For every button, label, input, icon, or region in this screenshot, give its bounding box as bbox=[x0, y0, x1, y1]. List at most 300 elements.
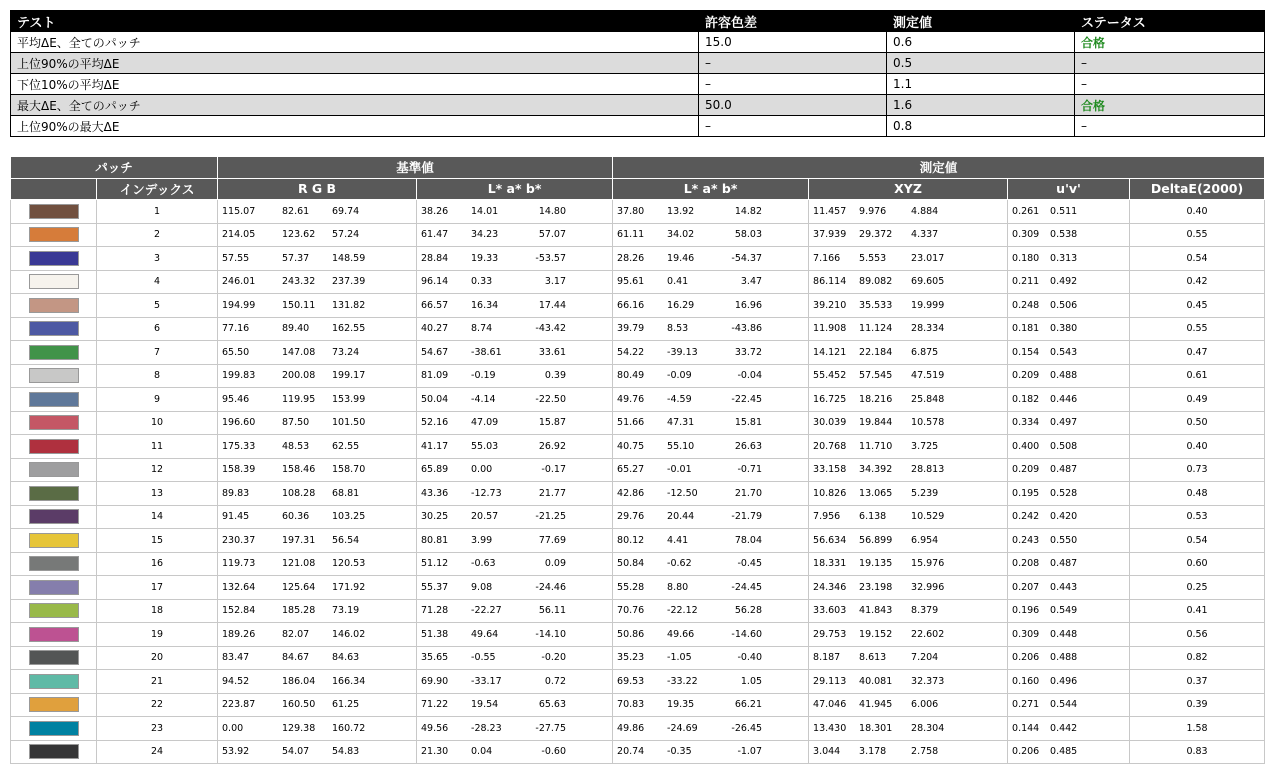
ref-lab-cell bbox=[417, 200, 613, 224]
delta-e-value: 0.50 bbox=[1130, 411, 1265, 435]
uv-value: 0.550 bbox=[1050, 534, 1078, 546]
xyz-value: 28.334 bbox=[911, 323, 945, 335]
ref-lab-cell bbox=[417, 646, 613, 670]
color-swatch bbox=[29, 462, 79, 477]
ref-lab-value: -28.23 bbox=[471, 722, 502, 734]
rgb-value: 57.24 bbox=[332, 229, 360, 241]
rgb-value: 199.17 bbox=[332, 370, 366, 382]
uv-value: 0.160 bbox=[1012, 675, 1040, 687]
xyz-value: 6.875 bbox=[911, 346, 939, 358]
summary-measured-cell: 0.8 bbox=[887, 116, 1075, 137]
xyz-value: 13.065 bbox=[859, 487, 893, 499]
ref-lab-value: 33.61 bbox=[538, 346, 567, 358]
meas-lab-value: 65.27 bbox=[617, 464, 645, 476]
uv-cell bbox=[1008, 529, 1130, 553]
delta-e-value: 1.58 bbox=[1130, 717, 1265, 741]
ref-lab-value: 51.12 bbox=[421, 558, 449, 570]
rgb-value: 147.08 bbox=[282, 346, 316, 358]
swatch-cell bbox=[11, 458, 97, 482]
uv-value: 0.544 bbox=[1050, 699, 1078, 711]
delta-e-value: 0.55 bbox=[1130, 317, 1265, 341]
ref-lab-value: 81.09 bbox=[421, 370, 449, 382]
color-swatch bbox=[29, 227, 79, 242]
meas-lab-value: 19.35 bbox=[667, 699, 695, 711]
uv-value: 0.549 bbox=[1050, 605, 1078, 617]
patch-index: 6 bbox=[97, 317, 218, 341]
xyz-value: 47.519 bbox=[911, 370, 945, 382]
ref-lab-cell bbox=[417, 529, 613, 553]
ref-lab-cell bbox=[417, 482, 613, 506]
summary-row bbox=[11, 74, 1265, 95]
patch-index: 3 bbox=[97, 247, 218, 271]
swatch-cell bbox=[11, 482, 97, 506]
color-swatch bbox=[29, 650, 79, 665]
ref-lab-value: -22.50 bbox=[535, 393, 567, 405]
swatch-cell bbox=[11, 693, 97, 717]
col-header-ref-lab: L* a* b* bbox=[417, 178, 613, 200]
ref-lab-value: 52.16 bbox=[421, 417, 449, 429]
swatch-cell bbox=[11, 411, 97, 435]
patch-col-header-row bbox=[11, 178, 1265, 200]
xyz-value: 2.758 bbox=[911, 746, 939, 758]
meas-lab-value: 16.29 bbox=[667, 299, 695, 311]
ref-lab-cell bbox=[417, 670, 613, 694]
ref-lab-value: 14.80 bbox=[538, 205, 567, 217]
uv-value: 0.309 bbox=[1012, 229, 1040, 241]
uv-cell bbox=[1008, 294, 1130, 318]
xyz-value: 3.178 bbox=[859, 746, 887, 758]
meas-lab-value: 19.46 bbox=[667, 252, 695, 264]
uv-cell bbox=[1008, 482, 1130, 506]
meas-lab-cell bbox=[613, 341, 809, 365]
uv-cell bbox=[1008, 670, 1130, 694]
patch-row bbox=[11, 388, 1265, 412]
meas-lab-value: 70.83 bbox=[617, 699, 645, 711]
rgb-cell bbox=[218, 529, 417, 553]
swatch-cell bbox=[11, 646, 97, 670]
patch-index: 17 bbox=[97, 576, 218, 600]
xyz-value: 19.152 bbox=[859, 628, 893, 640]
xyz-cell bbox=[809, 529, 1008, 553]
meas-lab-value: 15.81 bbox=[734, 417, 763, 429]
ref-lab-value: 41.17 bbox=[421, 440, 449, 452]
color-swatch bbox=[29, 204, 79, 219]
xyz-value: 56.899 bbox=[859, 534, 893, 546]
ref-lab-value: 54.67 bbox=[421, 346, 449, 358]
ref-lab-value: 35.65 bbox=[421, 652, 449, 664]
uv-value: 0.180 bbox=[1012, 252, 1040, 264]
uv-value: 0.508 bbox=[1050, 440, 1078, 452]
patch-index: 20 bbox=[97, 646, 218, 670]
uv-value: 0.248 bbox=[1012, 299, 1040, 311]
color-swatch bbox=[29, 321, 79, 336]
meas-lab-value: 78.04 bbox=[734, 534, 763, 546]
xyz-value: 23.017 bbox=[911, 252, 945, 264]
summary-test-cell: 下位10%の平均ΔE bbox=[11, 74, 699, 95]
rgb-value: 119.95 bbox=[282, 393, 316, 405]
xyz-value: 37.939 bbox=[813, 229, 847, 241]
ref-lab-value: 51.38 bbox=[421, 628, 449, 640]
meas-lab-cell bbox=[613, 270, 809, 294]
rgb-cell bbox=[218, 623, 417, 647]
rgb-value: 57.55 bbox=[222, 252, 250, 264]
ref-lab-value: 34.23 bbox=[471, 229, 499, 241]
ref-lab-value: 0.04 bbox=[471, 746, 493, 758]
uv-cell bbox=[1008, 364, 1130, 388]
uv-value: 0.206 bbox=[1012, 652, 1040, 664]
meas-lab-value: 49.76 bbox=[617, 393, 645, 405]
xyz-value: 55.452 bbox=[813, 370, 847, 382]
meas-lab-value: 4.41 bbox=[667, 534, 689, 546]
uv-value: 0.144 bbox=[1012, 722, 1040, 734]
delta-e-value: 0.83 bbox=[1130, 740, 1265, 764]
patch-index: 2 bbox=[97, 223, 218, 247]
rgb-value: 123.62 bbox=[282, 229, 316, 241]
uv-cell bbox=[1008, 223, 1130, 247]
rgb-value: 82.07 bbox=[282, 628, 310, 640]
delta-e-value: 0.48 bbox=[1130, 482, 1265, 506]
ref-lab-value: 16.34 bbox=[471, 299, 499, 311]
ref-lab-cell bbox=[417, 294, 613, 318]
xyz-value: 7.166 bbox=[813, 252, 841, 264]
ref-lab-value: 19.54 bbox=[471, 699, 499, 711]
meas-lab-value: -22.45 bbox=[731, 393, 763, 405]
rgb-cell bbox=[218, 552, 417, 576]
rgb-cell bbox=[218, 505, 417, 529]
patch-index: 7 bbox=[97, 341, 218, 365]
meas-lab-value: 61.11 bbox=[617, 229, 645, 241]
xyz-value: 57.545 bbox=[859, 370, 893, 382]
rgb-value: 185.28 bbox=[282, 605, 316, 617]
ref-lab-value: 55.37 bbox=[421, 581, 449, 593]
rgb-cell bbox=[218, 458, 417, 482]
patch-index: 24 bbox=[97, 740, 218, 764]
xyz-value: 39.210 bbox=[813, 299, 847, 311]
patch-group-header-row bbox=[11, 157, 1265, 179]
meas-lab-value: 49.66 bbox=[667, 628, 695, 640]
patch-index: 23 bbox=[97, 717, 218, 741]
meas-lab-value: -1.05 bbox=[667, 652, 692, 664]
col-header-xyz: XYZ bbox=[809, 178, 1008, 200]
meas-lab-cell bbox=[613, 599, 809, 623]
uv-value: 0.485 bbox=[1050, 746, 1078, 758]
ref-lab-cell bbox=[417, 552, 613, 576]
xyz-value: 16.725 bbox=[813, 393, 847, 405]
xyz-cell bbox=[809, 270, 1008, 294]
ref-lab-value: 28.84 bbox=[421, 252, 449, 264]
color-swatch bbox=[29, 556, 79, 571]
rgb-value: 199.83 bbox=[222, 370, 256, 382]
xyz-value: 22.184 bbox=[859, 346, 893, 358]
rgb-value: 160.72 bbox=[332, 722, 366, 734]
uv-cell bbox=[1008, 576, 1130, 600]
rgb-value: 0.00 bbox=[222, 722, 244, 734]
patch-index: 11 bbox=[97, 435, 218, 459]
patch-index: 1 bbox=[97, 200, 218, 224]
summary-table bbox=[10, 10, 1265, 137]
xyz-cell bbox=[809, 247, 1008, 271]
meas-lab-cell bbox=[613, 740, 809, 764]
ref-lab-value: -27.75 bbox=[535, 722, 567, 734]
rgb-value: 150.11 bbox=[282, 299, 316, 311]
ref-lab-value: -53.57 bbox=[535, 252, 567, 264]
rgb-value: 121.08 bbox=[282, 558, 316, 570]
ref-lab-value: 14.01 bbox=[471, 205, 499, 217]
xyz-value: 13.430 bbox=[813, 722, 847, 734]
ref-lab-value: 19.33 bbox=[471, 252, 499, 264]
patch-index: 9 bbox=[97, 388, 218, 412]
uv-cell bbox=[1008, 388, 1130, 412]
color-swatch bbox=[29, 345, 79, 360]
delta-e-value: 0.39 bbox=[1130, 693, 1265, 717]
color-swatch bbox=[29, 274, 79, 289]
meas-lab-value: -0.71 bbox=[737, 464, 763, 476]
swatch-cell bbox=[11, 717, 97, 741]
rgb-value: 120.53 bbox=[332, 558, 366, 570]
meas-lab-cell bbox=[613, 693, 809, 717]
meas-lab-cell bbox=[613, 576, 809, 600]
rgb-cell bbox=[218, 599, 417, 623]
delta-e-value: 0.25 bbox=[1130, 576, 1265, 600]
xyz-cell bbox=[809, 435, 1008, 459]
rgb-value: 158.70 bbox=[332, 464, 366, 476]
meas-lab-value: -24.45 bbox=[731, 581, 763, 593]
uv-value: 0.261 bbox=[1012, 205, 1040, 217]
rgb-value: 89.83 bbox=[222, 487, 250, 499]
meas-lab-value: -43.86 bbox=[731, 323, 763, 335]
rgb-value: 69.74 bbox=[332, 205, 360, 217]
uv-value: 0.309 bbox=[1012, 628, 1040, 640]
meas-lab-value: -0.45 bbox=[737, 558, 763, 570]
meas-lab-value: -24.69 bbox=[667, 722, 698, 734]
ref-lab-value: 69.90 bbox=[421, 675, 449, 687]
uv-value: 0.506 bbox=[1050, 299, 1078, 311]
xyz-value: 6.954 bbox=[911, 534, 939, 546]
meas-lab-cell bbox=[613, 247, 809, 271]
ref-lab-value: -12.73 bbox=[471, 487, 502, 499]
rgb-value: 83.47 bbox=[222, 652, 250, 664]
delta-e-value: 0.54 bbox=[1130, 529, 1265, 553]
patch-row bbox=[11, 482, 1265, 506]
meas-lab-value: 20.74 bbox=[617, 746, 645, 758]
rgb-value: 115.07 bbox=[222, 205, 256, 217]
xyz-value: 47.046 bbox=[813, 699, 847, 711]
rgb-value: 171.92 bbox=[332, 581, 366, 593]
rgb-value: 57.37 bbox=[282, 252, 310, 264]
ref-lab-value: 15.87 bbox=[538, 417, 567, 429]
rgb-value: 65.50 bbox=[222, 346, 250, 358]
rgb-value: 223.87 bbox=[222, 699, 256, 711]
ref-lab-cell bbox=[417, 341, 613, 365]
xyz-cell bbox=[809, 388, 1008, 412]
ref-lab-value: -33.17 bbox=[471, 675, 502, 687]
uv-value: 0.442 bbox=[1050, 722, 1078, 734]
ref-lab-cell bbox=[417, 599, 613, 623]
xyz-value: 33.603 bbox=[813, 605, 847, 617]
xyz-cell bbox=[809, 294, 1008, 318]
rgb-value: 186.04 bbox=[282, 675, 316, 687]
meas-lab-value: -39.13 bbox=[667, 346, 698, 358]
xyz-value: 35.533 bbox=[859, 299, 893, 311]
uv-value: 0.211 bbox=[1012, 276, 1040, 288]
rgb-cell bbox=[218, 670, 417, 694]
uv-value: 0.208 bbox=[1012, 558, 1040, 570]
ref-lab-value: 0.72 bbox=[544, 675, 567, 687]
ref-lab-value: 47.09 bbox=[471, 417, 499, 429]
summary-tolerance-cell: – bbox=[699, 116, 887, 137]
uv-cell bbox=[1008, 247, 1130, 271]
xyz-value: 24.346 bbox=[813, 581, 847, 593]
xyz-value: 56.634 bbox=[813, 534, 847, 546]
uv-value: 0.420 bbox=[1050, 511, 1078, 523]
xyz-value: 8.613 bbox=[859, 652, 887, 664]
meas-lab-value: 14.82 bbox=[734, 205, 763, 217]
summary-test-cell: 上位90%の平均ΔE bbox=[11, 53, 699, 74]
meas-lab-value: 69.53 bbox=[617, 675, 645, 687]
xyz-value: 14.121 bbox=[813, 346, 847, 358]
ref-lab-value: 0.09 bbox=[544, 558, 567, 570]
xyz-value: 5.553 bbox=[859, 252, 887, 264]
rgb-value: 196.60 bbox=[222, 417, 256, 429]
swatch-cell bbox=[11, 529, 97, 553]
uv-value: 0.209 bbox=[1012, 370, 1040, 382]
patch-row bbox=[11, 435, 1265, 459]
rgb-value: 246.01 bbox=[222, 276, 256, 288]
ref-lab-value: 50.04 bbox=[421, 393, 449, 405]
rgb-cell bbox=[218, 411, 417, 435]
ref-lab-value: 40.27 bbox=[421, 323, 449, 335]
patch-row bbox=[11, 294, 1265, 318]
meas-lab-value: 42.86 bbox=[617, 487, 645, 499]
xyz-value: 25.848 bbox=[911, 393, 945, 405]
uv-cell bbox=[1008, 341, 1130, 365]
swatch-cell bbox=[11, 270, 97, 294]
swatch-cell bbox=[11, 247, 97, 271]
xyz-value: 30.039 bbox=[813, 417, 847, 429]
color-swatch bbox=[29, 721, 79, 736]
swatch-cell bbox=[11, 740, 97, 764]
patch-index: 21 bbox=[97, 670, 218, 694]
rgb-cell bbox=[218, 693, 417, 717]
xyz-cell bbox=[809, 740, 1008, 764]
meas-lab-value: -0.04 bbox=[737, 370, 763, 382]
meas-lab-value: -0.09 bbox=[667, 370, 692, 382]
xyz-cell bbox=[809, 458, 1008, 482]
patch-row bbox=[11, 341, 1265, 365]
xyz-value: 19.999 bbox=[911, 299, 945, 311]
delta-e-value: 0.40 bbox=[1130, 200, 1265, 224]
rgb-value: 53.92 bbox=[222, 746, 250, 758]
swatch-cell bbox=[11, 599, 97, 623]
rgb-value: 162.55 bbox=[332, 323, 366, 335]
rgb-value: 189.26 bbox=[222, 628, 256, 640]
meas-lab-cell bbox=[613, 623, 809, 647]
uv-value: 0.206 bbox=[1012, 746, 1040, 758]
patch-index: 10 bbox=[97, 411, 218, 435]
swatch-cell bbox=[11, 505, 97, 529]
header-measured: 測定値 bbox=[887, 11, 1075, 32]
rgb-value: 160.50 bbox=[282, 699, 316, 711]
delta-e-value: 0.42 bbox=[1130, 270, 1265, 294]
ref-lab-value: 21.77 bbox=[538, 487, 567, 499]
patch-index: 15 bbox=[97, 529, 218, 553]
meas-lab-value: 51.66 bbox=[617, 417, 645, 429]
ref-lab-value: -38.61 bbox=[471, 346, 502, 358]
rgb-value: 214.05 bbox=[222, 229, 256, 241]
rgb-value: 243.32 bbox=[282, 276, 316, 288]
rgb-value: 56.54 bbox=[332, 534, 360, 546]
meas-lab-value: -1.07 bbox=[737, 746, 763, 758]
meas-lab-value: 33.72 bbox=[734, 346, 763, 358]
xyz-value: 18.301 bbox=[859, 722, 893, 734]
ref-lab-value: -0.19 bbox=[471, 370, 496, 382]
meas-lab-value: 26.63 bbox=[734, 440, 763, 452]
uv-value: 0.242 bbox=[1012, 511, 1040, 523]
ref-lab-value: -21.25 bbox=[535, 511, 567, 523]
meas-lab-value: -26.45 bbox=[731, 722, 763, 734]
ref-lab-cell bbox=[417, 388, 613, 412]
rgb-value: 48.53 bbox=[282, 440, 310, 452]
xyz-value: 22.602 bbox=[911, 628, 945, 640]
summary-tolerance-cell: 15.0 bbox=[699, 32, 887, 53]
xyz-value: 34.392 bbox=[859, 464, 893, 476]
rgb-cell bbox=[218, 435, 417, 459]
color-swatch bbox=[29, 533, 79, 548]
uv-cell bbox=[1008, 646, 1130, 670]
rgb-value: 82.61 bbox=[282, 205, 310, 217]
xyz-value: 11.124 bbox=[859, 323, 893, 335]
rgb-cell bbox=[218, 200, 417, 224]
delta-e-value: 0.40 bbox=[1130, 435, 1265, 459]
swatch-cell bbox=[11, 388, 97, 412]
uv-value: 0.334 bbox=[1012, 417, 1040, 429]
patch-row bbox=[11, 200, 1265, 224]
meas-lab-value: 16.96 bbox=[734, 299, 763, 311]
xyz-value: 41.843 bbox=[859, 605, 893, 617]
uv-value: 0.195 bbox=[1012, 487, 1040, 499]
ref-lab-value: 56.11 bbox=[538, 605, 567, 617]
delta-e-value: 0.41 bbox=[1130, 599, 1265, 623]
uv-value: 0.380 bbox=[1050, 323, 1078, 335]
meas-lab-cell bbox=[613, 717, 809, 741]
uv-value: 0.488 bbox=[1050, 652, 1078, 664]
rgb-value: 103.25 bbox=[332, 511, 366, 523]
rgb-value: 95.46 bbox=[222, 393, 250, 405]
xyz-value: 11.908 bbox=[813, 323, 847, 335]
uv-value: 0.446 bbox=[1050, 393, 1078, 405]
meas-lab-value: 58.03 bbox=[734, 229, 763, 241]
swatch-cell bbox=[11, 670, 97, 694]
meas-lab-value: 28.26 bbox=[617, 252, 645, 264]
rgb-cell bbox=[218, 646, 417, 670]
patch-row bbox=[11, 693, 1265, 717]
patch-row bbox=[11, 529, 1265, 553]
meas-lab-cell bbox=[613, 505, 809, 529]
summary-tolerance-cell: – bbox=[699, 53, 887, 74]
meas-lab-value: 66.21 bbox=[734, 699, 763, 711]
meas-lab-value: -54.37 bbox=[731, 252, 763, 264]
patch-index: 12 bbox=[97, 458, 218, 482]
xyz-cell bbox=[809, 364, 1008, 388]
patch-index: 13 bbox=[97, 482, 218, 506]
header-status: ステータス bbox=[1075, 11, 1265, 32]
patch-row bbox=[11, 552, 1265, 576]
uv-value: 0.492 bbox=[1050, 276, 1078, 288]
xyz-value: 33.158 bbox=[813, 464, 847, 476]
header-tolerance: 許容色差 bbox=[699, 11, 887, 32]
ref-lab-value: 96.14 bbox=[421, 276, 449, 288]
xyz-value: 19.135 bbox=[859, 558, 893, 570]
